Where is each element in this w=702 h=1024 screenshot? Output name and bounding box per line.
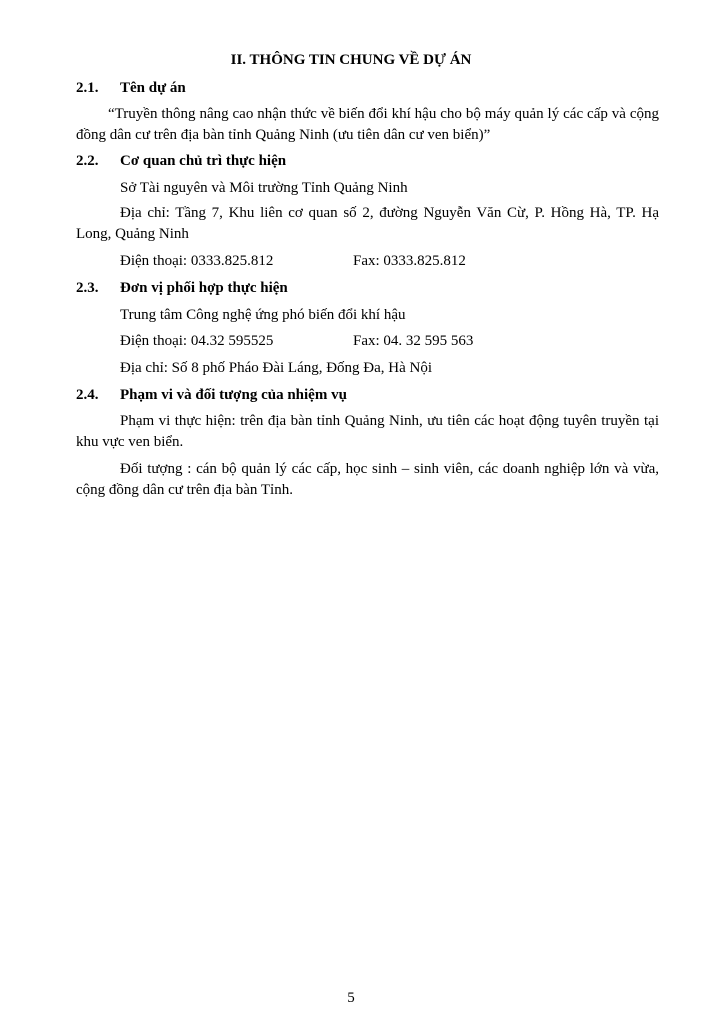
- section-title: Phạm vi và đối tượng của nhiệm vụ: [120, 387, 347, 403]
- lead-agency-address: Địa chỉ: Tầng 7, Khu liên cơ quan số 2, đường Nguyễn Văn Cừ, P. Hồng Hà, TP. Hạ Long, Quảng Ninh: [76, 205, 659, 242]
- scope-paragraph: Phạm vi thực hiện: trên địa bàn tỉnh Quảng Ninh, ưu tiên các hoạt động tuyên truyền tại khu vực ven biển.: [76, 413, 659, 450]
- section-number: 2.3.: [76, 280, 99, 296]
- lead-agency-fax: Fax: 0333.825.812: [353, 253, 466, 269]
- document-title: II. THÔNG TIN CHUNG VỀ DỰ ÁN: [230, 52, 472, 68]
- section-heading-2-1: [76, 78, 186, 98]
- lead-agency-phone: Điện thoại: 0333.825.812: [120, 253, 274, 269]
- target-audience-paragraph: Đối tượng : cán bộ quản lý các cấp, học sinh – sinh viên, các doanh nghiệp lớn và vừa, cộng đồng dân cư trên địa bàn Tỉnh.: [76, 461, 659, 498]
- section-heading-2-4: [76, 385, 347, 405]
- page-number: 5: [347, 990, 355, 1006]
- partner-agency-name: Trung tâm Công nghệ ứng phó biến đổi khí hậu: [120, 307, 406, 323]
- section-title: Tên dự án: [120, 80, 186, 96]
- section-title: Cơ quan chủ trì thực hiện: [120, 153, 287, 169]
- lead-agency-name: Sở Tài nguyên và Môi trường Tỉnh Quảng Ninh: [120, 180, 408, 196]
- section-heading-2-3: [76, 278, 288, 298]
- section-number: 2.2.: [76, 153, 99, 169]
- section-title: Đơn vị phối hợp thực hiện: [120, 280, 288, 296]
- section-number: 2.1.: [76, 80, 99, 96]
- partner-agency-phone: Điện thoại: 04.32 595525: [120, 333, 274, 349]
- section-number: 2.4.: [76, 387, 99, 403]
- partner-agency-address: Địa chỉ: Số 8 phố Pháo Đài Láng, Đống Đa, Hà Nội: [120, 360, 433, 376]
- section-heading-2-2: [76, 151, 286, 171]
- partner-agency-fax: Fax: 04. 32 595 563: [353, 333, 474, 349]
- lead-agency-contact: [120, 251, 466, 271]
- project-name-paragraph: “Truyền thông nâng cao nhận thức về biến đổi khí hậu cho bộ máy quản lý các cấp và cộng đồng dân cư trên địa bàn tỉnh Quảng Ninh (ưu tiên dân cư ven biển)”: [76, 106, 659, 143]
- partner-agency-contact: [120, 331, 474, 351]
